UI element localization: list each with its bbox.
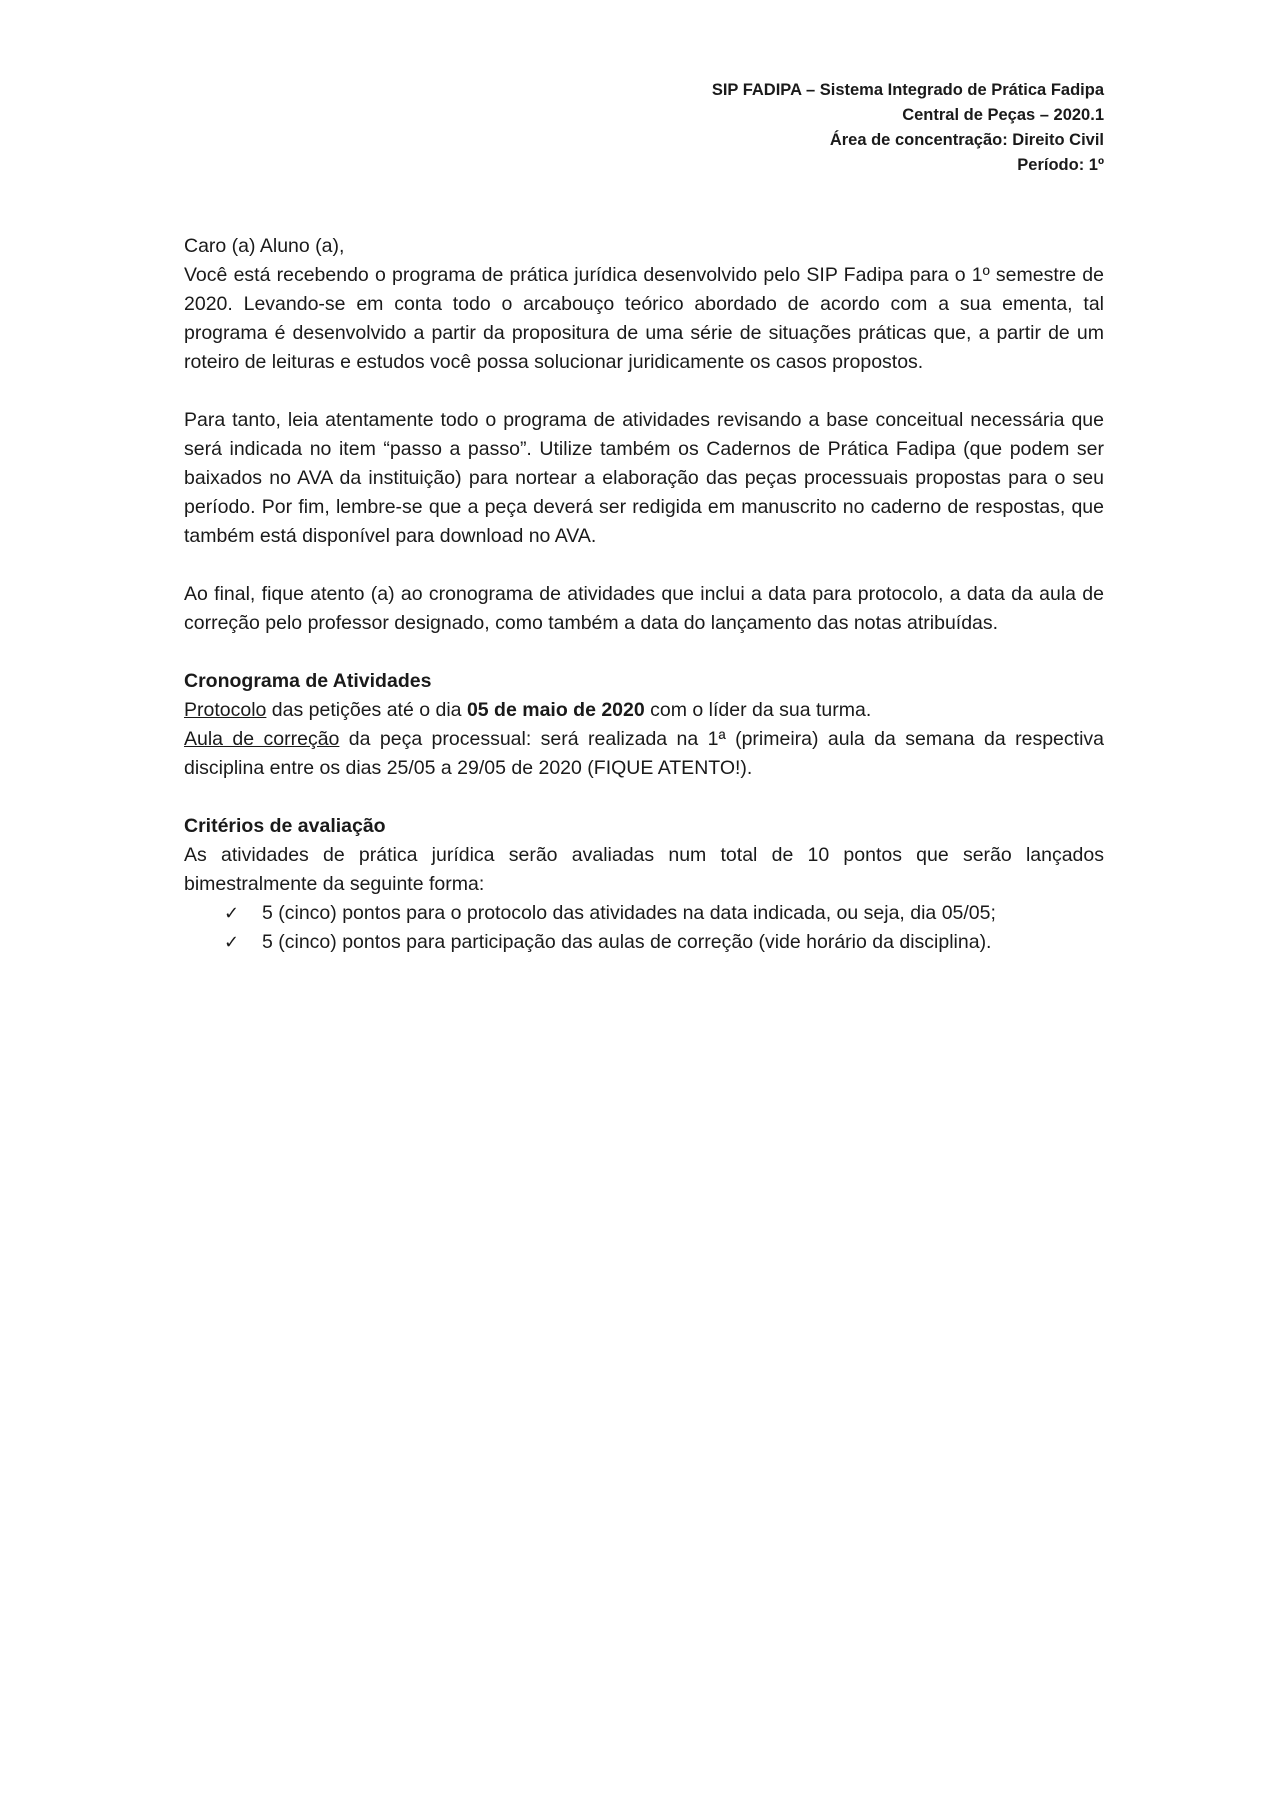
protocolo-label: Protocolo — [184, 699, 267, 721]
protocolo-text-a: das petições até o dia — [266, 699, 467, 721]
criterios-text: As atividades de prática jurídica serão avaliadas num total de 10 pontos que serão lançados bimestralmente da seguinte forma: — [184, 844, 1104, 895]
list-item-text: 5 (cinco) pontos para participação das aulas de correção (vide horário da disciplina). — [262, 931, 992, 953]
list-item — [224, 928, 1104, 957]
document-header — [712, 78, 1104, 178]
header-line-period: Período: 1º — [1017, 156, 1104, 174]
schedule-note-paragraph: Ao final, fique atento (a) ao cronograma de atividades que inclui a data para protocolo, a data da aula de correção pelo professor designado, como também a data do lançamento das notas atribuídas. — [184, 583, 1104, 634]
check-icon: ✓ — [224, 903, 240, 924]
protocolo-text-b: com o líder da sua turma. — [644, 699, 872, 721]
check-icon: ✓ — [224, 932, 240, 953]
instructions-paragraph: Para tanto, leia atentamente todo o programa de atividades revisando a base conceitual necessária que será indicada no item “passo a passo”. Utilize também os Cadernos de Prática Fadipa (que podem ser baixados no AVA da instituição) para nortear a elaboração das peças processuais propostas para o seu período. Por fim, lembre-se que a peça deverá ser redigida em manuscrito no caderno de respostas, que também está disponível para download no AVA. — [184, 409, 1104, 547]
header-line-area: Área de concentração: Direito Civil — [829, 131, 1104, 149]
aula-correcao-text: da peça processual: será realizada na 1ª (primeira) aula da semana da respectiva disciplina entre os dias 25/05 a 29/05 de 2020 (FIQUE ATENTO!). — [184, 728, 1105, 779]
greeting: Caro (a) Aluno (a), — [184, 235, 345, 257]
criterios-heading: Critérios de avaliação — [184, 815, 386, 837]
aula-correcao-line — [184, 725, 1104, 783]
criterios-list — [184, 899, 1104, 957]
document-body — [184, 232, 1104, 957]
header-line-program: SIP FADIPA – Sistema Integrado de Prática Fadipa — [711, 81, 1104, 99]
list-item-text: 5 (cinco) pontos para o protocolo das atividades na data indicada, ou seja, dia 05/05; — [262, 902, 996, 924]
header-line-central: Central de Peças – 2020.1 — [902, 106, 1104, 124]
protocolo-line — [184, 696, 1104, 725]
protocolo-date: 05 de maio de 2020 — [466, 699, 645, 721]
aula-correcao-label: Aula de correção — [184, 728, 340, 750]
cronograma-heading: Cronograma de Atividades — [184, 670, 432, 692]
intro-paragraph: Você está recebendo o programa de prática jurídica desenvolvido pelo SIP Fadipa para o 1º semestre de 2020. Levando-se em conta todo o arcabouço teórico abordado de acordo com a sua ementa, tal programa é desenvolvido a partir da propositura de uma série de situações práticas que, a partir de um roteiro de leituras e estudos você possa solucionar juridicamente os casos propostos. — [184, 264, 1104, 373]
list-item — [224, 899, 1104, 928]
